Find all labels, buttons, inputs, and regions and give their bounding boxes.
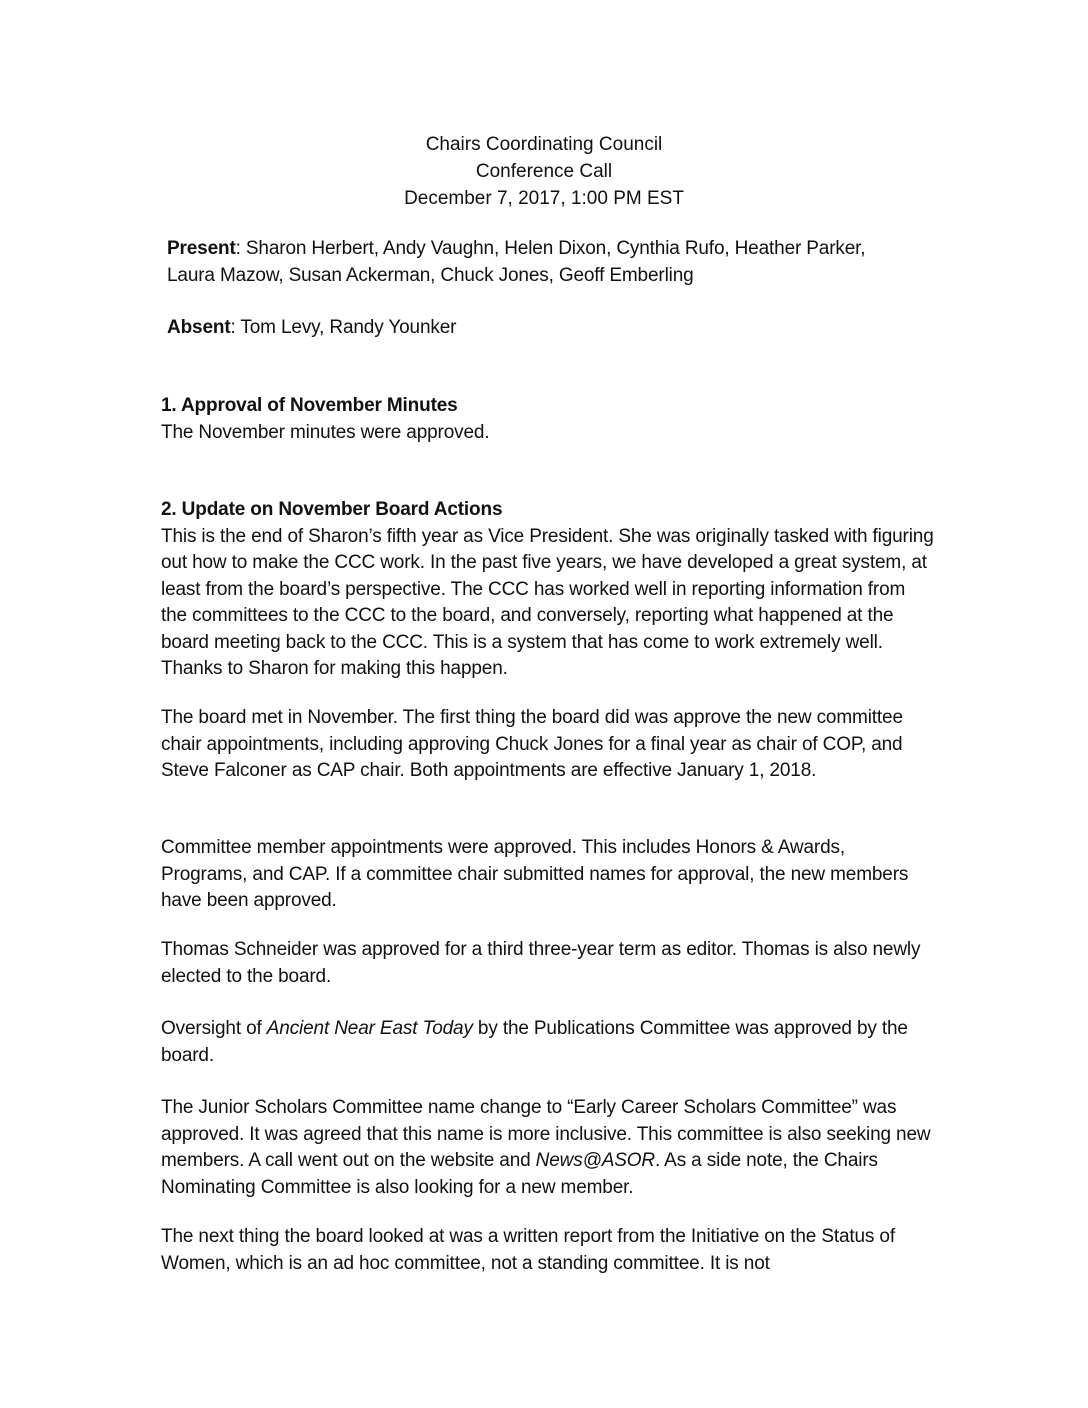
council-title: Chairs Coordinating Council <box>425 134 663 155</box>
section-2-paragraph-7 <box>161 1224 936 1277</box>
section-2-paragraph-6 <box>161 1095 936 1201</box>
absent-names: : Tom Levy, Randy Younker <box>230 317 457 338</box>
meeting-type: Conference Call <box>475 161 613 182</box>
present-label: Present <box>167 238 236 259</box>
meeting-date: December 7, 2017, 1:00 PM EST <box>404 188 684 209</box>
section-2-heading: 2. Update on November Board Actions <box>161 499 503 520</box>
paragraph-text: by the Publications Committee was approved by the board. <box>161 1018 908 1066</box>
publication-title: News@ASOR <box>535 1150 655 1171</box>
paragraph-text: Oversight of <box>161 1018 267 1039</box>
section-2-paragraph-1: This is the end of Sharon’s fifth year as Vice President. She was originally tasked with figuring out how to make the CCC work. In the past five years, we have developed a great system, at least from the board’s perspective. The CCC has worked well in reporting information from the committees to the CCC to the board, and conversely, reporting what happened at the board meeting back to the CCC. This is a system that has come to work extremely well. Thanks to Sharon for making this happen. <box>161 525 934 679</box>
paragraph-text: The next thing the board looked at was a written report from the Initiative on the Status of Women, which is an ad hoc committee, not a standing committee. It is not <box>161 1226 895 1274</box>
paragraph-text: Committee member appointments were approved. This includes Honors & Awards, Programs, and CAP. If a committee chair submitted names for approval, the new members have been approved. <box>161 837 909 911</box>
section-2-paragraph-4 <box>161 937 936 990</box>
paragraph-text: The Junior Scholars Committee name change to “Early Career Scholars Committee” was approved. It was agreed that this name is more inclusive. This committee is also seeking new members. A call went out on the website and <box>161 1097 931 1171</box>
section-2-paragraph-3 <box>161 835 936 915</box>
absent-paragraph <box>167 315 907 342</box>
section-1 <box>161 393 936 446</box>
paragraph-text: Thomas Schneider was approved for a third three-year term as editor. Thomas is also newly elected to the board. <box>161 939 921 987</box>
document-header <box>0 131 1088 212</box>
section-1-body: The November minutes were approved. <box>161 421 490 443</box>
section-1-heading: 1. Approval of November Minutes <box>161 395 458 416</box>
present-paragraph <box>167 236 907 289</box>
section-2 <box>161 497 936 683</box>
absent-label: Absent <box>167 317 231 338</box>
paragraph-text: The board met in November. The first thing the board did was approve the new committee chair appointments, including approving Chuck Jones for a final year as chair of COP, and Steve Falconer as CAP chair. Both appointments are effective January 1, 2018. <box>161 707 903 781</box>
section-2-paragraph-5 <box>161 1016 936 1069</box>
section-2-paragraph-2 <box>161 705 936 785</box>
publication-title: Ancient Near East Today <box>266 1018 473 1039</box>
present-names: : Sharon Herbert, Andy Vaughn, Helen Dixon, Cynthia Rufo, Heather Parker, Laura Mazow, Susan Ackerman, Chuck Jones, Geoff Emberling <box>167 238 866 286</box>
paragraph-text: . As a side note, the Chairs Nominating Committee is also looking for a new member. <box>161 1150 878 1198</box>
